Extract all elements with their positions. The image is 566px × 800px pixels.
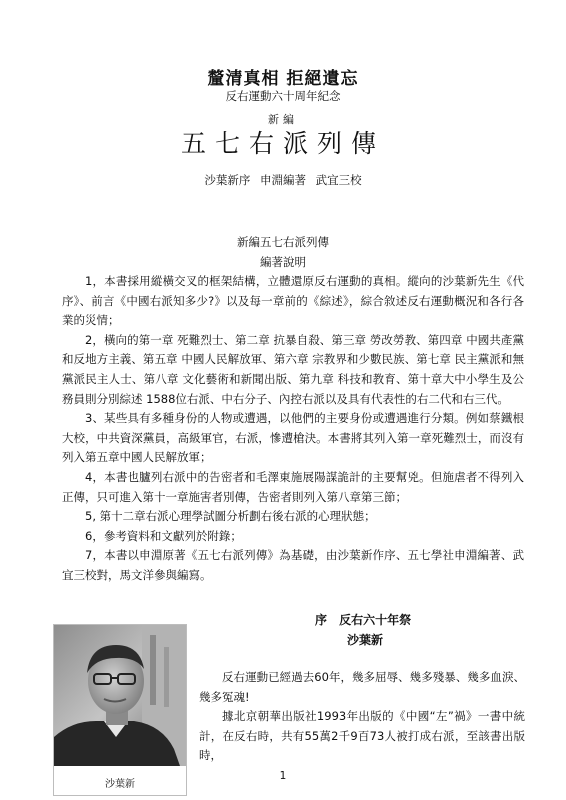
preface-paragraph: 據北京朝華出版社1993年出版的《中國“左”禍》一書中統計，在反右時，共有55萬2千9百73人被打成右派，至該書出版時， [199,709,525,762]
note-item: 5, 第十二章右派心理學試圖分析劃右後右派的心理狀態； [85,509,376,524]
notes-subtitle: 新編五七右派列傳 [237,235,329,249]
note-item: 1，本書採用縱橫交叉的框架結構，立體還原反右運動的真相。縱向的沙葉新先生《代序》、前言《中國右派知多少?》以及每一章前的《綜述》，綜合敘述反右運動概況和各行各業的災情； [62,274,524,328]
preface-title: 序 反右六十年祭 [315,613,412,627]
notes-heading: 編著說明 [260,255,306,269]
photo-caption: 沙葉新 [105,779,135,790]
credits-line: 沙葉新序 申淵編著 武宜三校 [204,173,362,187]
notes-body [62,272,524,586]
preface-body [199,668,525,766]
preface-paragraph: 反右運動已經過去60年，幾多屈辱、幾多殘暴、幾多血淚、幾多冤魂! [199,670,525,704]
author-portrait-image [54,625,186,766]
slogan: 釐清真相 拒絕遺忘 [207,69,359,89]
book-title: 五七右派列傳 [180,129,385,158]
note-item: 2，橫向的第一章 死難烈士、第二章 抗暴自殺、第三章 勞改勞教、第四章 中國共產黨和反地方主義、第五章 中國人民解放軍、第六章 宗教界和少數民族、第七章 民主黨派和無黨派民主人士、第八章 文化藝術和新聞出版、第九章 科技和教育、第十章大中小學生及公務員則分別綜述 1588位右派、中右分子、內控右派以及具有代表性的右二代和右三代。 [62,332,524,406]
new-edition-label: 新編 [268,113,298,126]
note-item: 4，本書也臚列右派中的告密者和毛澤東施展陽謀詭計的主要幫兇。但施虐者不得列入正傳，只可進入第十一章施害者別傳，告密者則列入第八章第三節； [62,469,524,504]
note-item: 7，本書以申淵原著《五七右派列傳》為基礎，由沙葉新作序、五七學社申淵編著、武宜三校對，馬文洋參與編寫。 [62,548,524,582]
page-number: 1 [279,770,287,782]
preface-author: 沙葉新 [347,633,384,647]
anniversary-line: 反右運動六十周年紀念 [225,89,341,103]
note-item: 6，參考資料和文獻列於附錄； [85,528,242,543]
note-item: 3、某些具有多種身份的人物或遭遇，以他們的主要身份或遭遇進行分類。例如蔡鐵根大校，中共資深黨員，高級軍官，右派，慘遭槍決。本書將其列入第一章死難烈士，而沒有列入第五章中國人民解放軍； [62,411,524,465]
